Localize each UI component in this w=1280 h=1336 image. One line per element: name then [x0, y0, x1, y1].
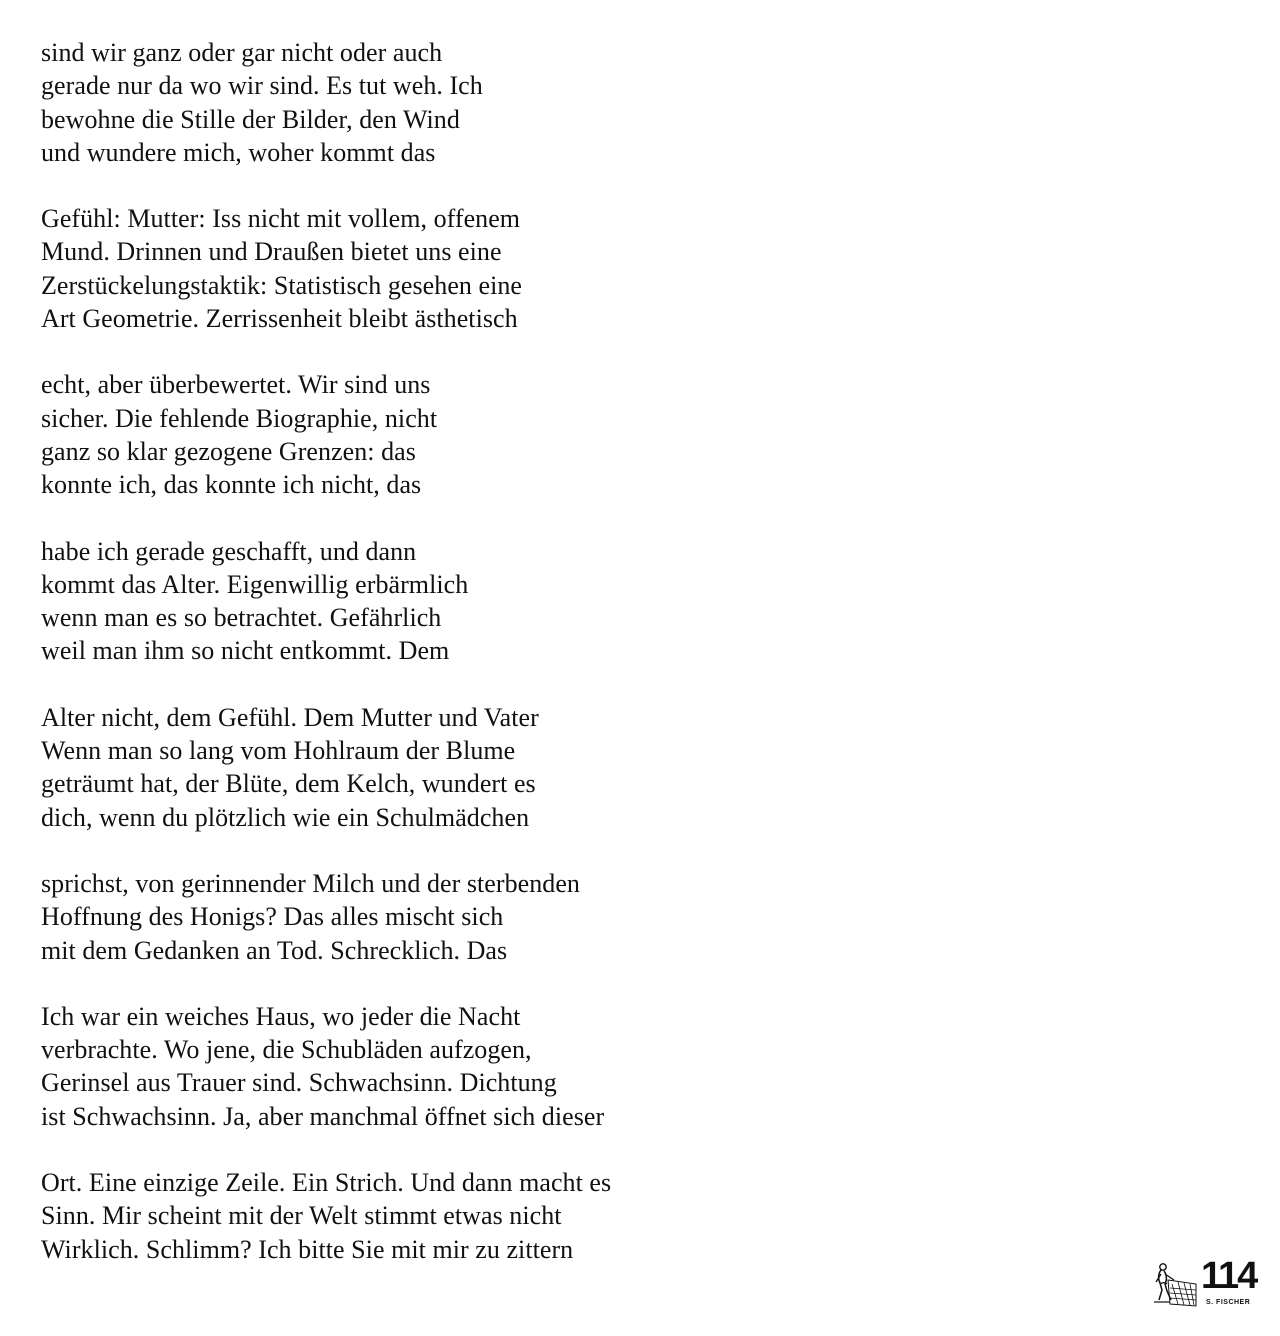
poem-line: verbrachte. Wo jene, die Schubläden aufzogen, — [41, 1035, 532, 1065]
poem-line: Sinn. Mir scheint mit der Welt stimmt etwas nicht — [41, 1201, 562, 1231]
poem-line: bewohne die Stille der Bilder, den Wind — [41, 104, 460, 134]
poem-line: weil man ihm so nicht entkommt. Dem — [41, 636, 450, 666]
poem-line: Mund. Drinnen und Draußen bietet uns eine — [41, 237, 502, 267]
poem-line: Wirklich. Schlimm? Ich bitte Sie mit mir zu zittern — [41, 1234, 574, 1264]
poem-line: sprichst, von gerinnender Milch und der sterbenden — [41, 868, 580, 898]
poem-line: wenn man es so betrachtet. Gefährlich — [41, 603, 442, 633]
poem-line: sind wir ganz oder gar nicht oder auch — [41, 38, 443, 67]
poem-line: kommt das Alter. Eigenwillig erbärmlich — [41, 569, 469, 599]
poem-line: konnte ich, das konnte ich nicht, das — [41, 470, 422, 500]
stanza-1 — [41, 36, 801, 169]
poem-line: ist Schwachsinn. Ja, aber manchmal öffnet sich dieser — [41, 1101, 605, 1131]
poem-line: echt, aber überbewertet. Wir sind uns — [41, 370, 431, 400]
stanza-2 — [41, 202, 801, 335]
poem-line: Wenn man so lang vom Hohlraum der Blume — [41, 736, 516, 766]
poem-line: geträumt hat, der Blüte, dem Kelch, wundert es — [41, 769, 536, 799]
stanza-8 — [41, 1166, 801, 1266]
poem-line: habe ich gerade geschafft, und dann — [41, 536, 417, 566]
stanza-4 — [41, 535, 801, 668]
stanza-3 — [41, 368, 801, 501]
stanza-5 — [41, 701, 801, 834]
poem-line: Hoffnung des Honigs? Das alles mischt sich — [41, 902, 504, 932]
publisher-label: S. FISCHER — [1206, 1299, 1251, 1306]
poem-line: Art Geometrie. Zerrissenheit bleibt ästhetisch — [41, 304, 518, 334]
poem-line: Ich war ein weiches Haus, wo jeder die Nacht — [41, 1001, 521, 1031]
poem-line: Alter nicht, dem Gefühl. Dem Mutter und Vater — [41, 702, 539, 732]
poem-line: sicher. Die fehlende Biographie, nicht — [41, 403, 438, 433]
poem-line: Gerinsel aus Trauer sind. Schwachsinn. Dichtung — [41, 1068, 557, 1098]
stanza-7 — [41, 1000, 801, 1133]
page-footer — [1152, 1255, 1262, 1310]
poem-line: und wundere mich, woher kommt das — [41, 137, 436, 167]
poem — [41, 36, 801, 1299]
poem-line: mit dem Gedanken an Tod. Schrecklich. Das — [41, 935, 508, 965]
poem-line: Gefühl: Mutter: Iss nicht mit vollem, offenem — [41, 204, 521, 234]
page-number: 114 — [1201, 1255, 1257, 1297]
stanza-6 — [41, 867, 801, 967]
poem-line: gerade nur da wo wir sind. Es tut weh. Ich — [41, 71, 483, 101]
poem-line: dich, wenn du plötzlich wie ein Schulmädchen — [41, 802, 530, 832]
fisherman-logo-icon — [1152, 1260, 1200, 1308]
poem-line: Zerstückelungstaktik: Statistisch gesehen eine — [41, 270, 523, 300]
poem-line: ganz so klar gezogene Grenzen: das — [41, 436, 416, 466]
poem-line: Ort. Eine einzige Zeile. Ein Strich. Und dann macht es — [41, 1168, 612, 1198]
